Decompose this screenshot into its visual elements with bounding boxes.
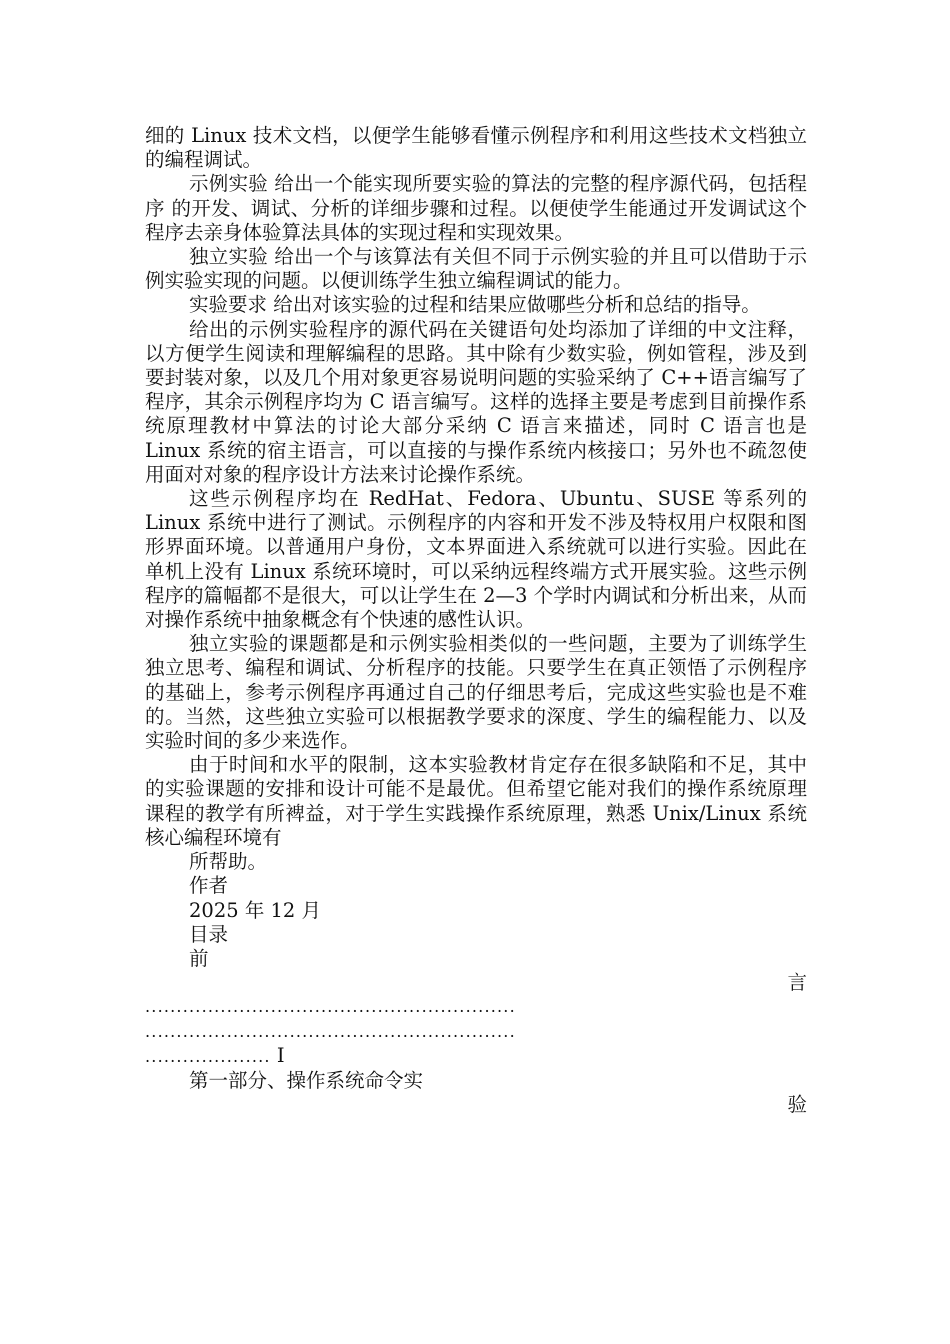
paragraph: 实验要求 给出对该实验的过程和结果应做哪些分析和总结的指导。 bbox=[189, 293, 761, 317]
toc-leader-dots-last bbox=[145, 1044, 807, 1069]
paragraph: 这些示例程序均在 RedHat、Fedora、Ubuntu、SUSE 等系列的 Linux 系统中进行了测试。示例程序的内容和开发不涉及特权用户权限和图形界面环境。以普通用户身份，文本界面进入系统就可以进行实验。因此在单机上没有 Linux 系统环境时，可以采纳远程终端方式开展实验。这些示例程序的篇幅都不是很大，可以让学生在 2—3 个学时内调试和分析出来，从而对操作系统中抽象概念有个快速的感性认识。 bbox=[145, 487, 807, 632]
toc-leader-dots: .................... bbox=[145, 1046, 271, 1066]
paragraph: 独立实验的课题都是和示例实验相类似的一些问题，主要为了训练学生独立思考、编程和调试、分析程序的技能。只要学生在真正领悟了示例程序的基础上，参考示例程序再通过自己的仔细思考后，完成这些实验也是不难的。当然，这些独立实验可以根据教学要求的深度、学生的编程能力、以及实验时间的多少来选作。 bbox=[145, 632, 807, 753]
paragraph: 示例实验 给出一个能实现所要实验的算法的完整的程序源代码，包括程序 的开发、调试、分析的详细步骤和过程。以便使学生能通过开发调试这个程序去亲身体验算法具体的实现过程和实现效果。 bbox=[145, 172, 807, 244]
toc-page-number: I bbox=[276, 1043, 285, 1067]
toc-entry-part1-right: 验 bbox=[787, 1093, 807, 1117]
date: 2025 年 12 月 bbox=[189, 898, 322, 922]
toc-entry-preface[interactable] bbox=[145, 947, 807, 1069]
paragraph: 由于时间和水平的限制，这本实验教材肯定存在很多缺陷和不足，其中的实验课题的安排和设计可能不是最优。但希望它能对我们的操作系统原理课程的教学有所裨益，对于学生实践操作系统原理，熟悉 Unix/Linux 系统核心编程环境有 bbox=[145, 753, 807, 849]
paragraph: 独立实验 给出一个与该算法有关但不同于示例实验的并且可以借助于示例实验实现的问题。以便训练学生独立编程调试的能力。 bbox=[145, 245, 807, 293]
toc-leader-dots: ........................................................... bbox=[145, 1021, 516, 1041]
toc-title: 目录 bbox=[189, 922, 229, 946]
toc-entry-preface-left: 前 bbox=[189, 946, 209, 970]
paragraph: 给出的示例实验程序的源代码在关键语句处均添加了详细的中文注释，以方便学生阅读和理解编程的思路。其中除有少数实验，例如管程，涉及到要封装对象，以及几个用对象更容易说明问题的实验采纳了 C++语言编写了程序，其余示例程序均为 C 语言编写。这样的选择主要是考虑到目前操作系统原理教材中算法的讨论大部分采纳 C 语言来描述，同时 C 语言也是 Linux 系统的宿主语言，可以直接的与操作系统内核接口；另外也不疏忽使用面对对象的程序设计方法来讨论操作系统。 bbox=[145, 317, 807, 486]
toc-entry-preface-right: 言 bbox=[787, 971, 807, 995]
toc-leader-dots: ........................................................... bbox=[145, 997, 516, 1017]
toc-entry-part1[interactable] bbox=[145, 1069, 807, 1117]
closing-line: 所帮助。 bbox=[189, 850, 268, 874]
document-page bbox=[145, 124, 807, 1117]
toc-entry-part1-left: 第一部分、操作系统命令实 bbox=[189, 1068, 424, 1092]
paragraph: 细的 Linux 技术文档，以便学生能够看懂示例程序和利用这些技术文档独立的编程调试。 bbox=[145, 124, 807, 172]
author-label: 作者 bbox=[189, 874, 229, 898]
